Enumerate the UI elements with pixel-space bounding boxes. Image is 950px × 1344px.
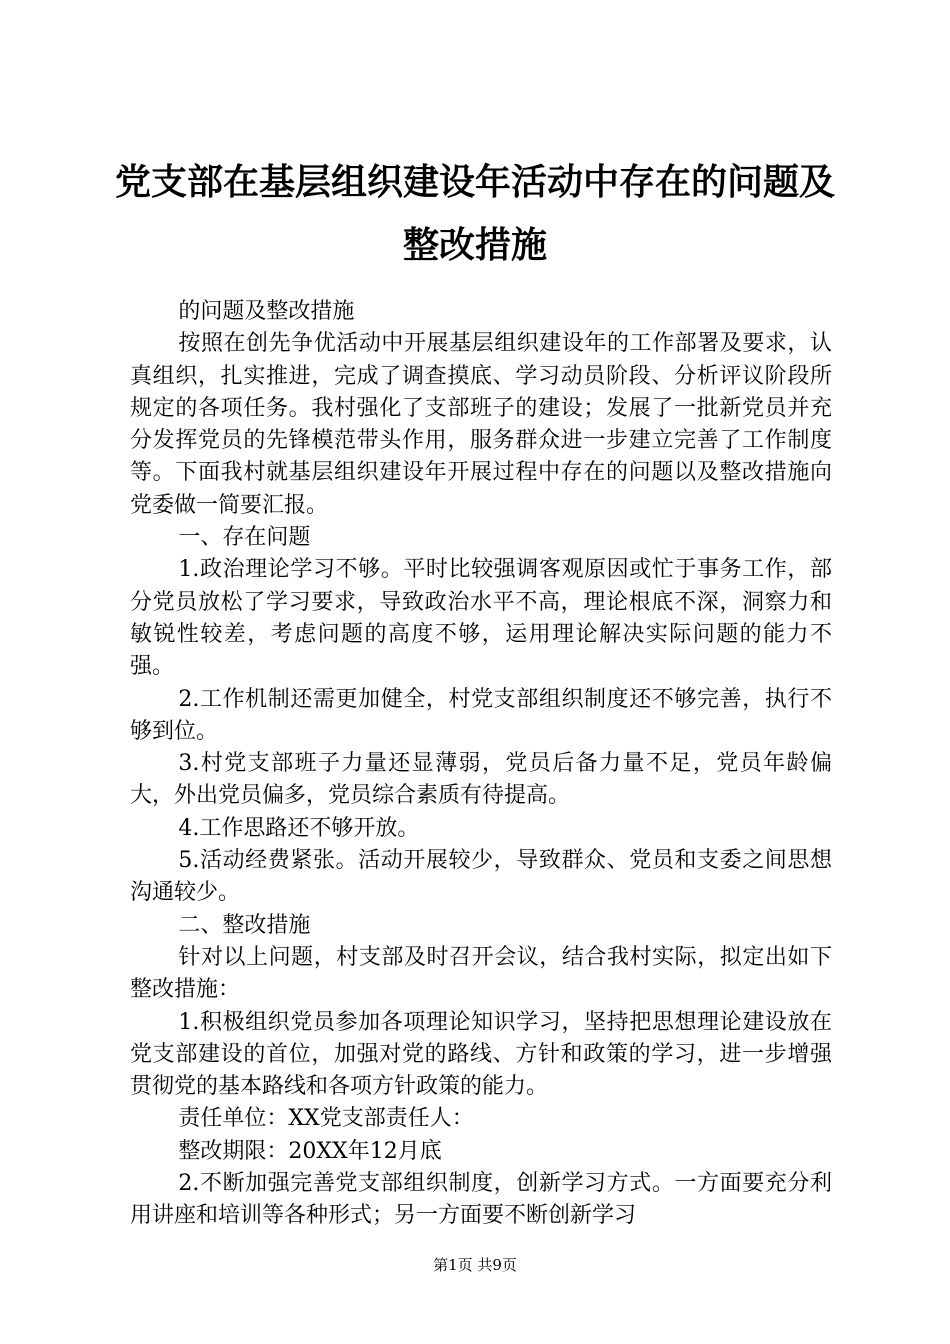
paragraph: 1.政治理论学习不够。平时比较强调客观原因或忙于事务工作，部分党员放松了学习要求，导致政治水平不高，理论根底不深，洞察力和敏锐性较差，考虑问题的高度不够，运用理论解决实际问题的能力不强。	[130, 557, 832, 680]
section-heading: 一、存在问题	[178, 525, 311, 551]
paragraph: 5.活动经费紧张。活动开展较少，导致群众、党员和支委之间思想沟通较少。	[130, 848, 832, 906]
page-number-footer: 第1页 共9页	[433, 1256, 517, 1274]
paragraph: 的问题及整改措施	[178, 299, 355, 324]
document-title-line2: 整改措施	[402, 224, 547, 266]
paragraph: 按照在创先争优活动中开展基层组织建设年的工作部署及要求，认真组织，扎实推进，完成了调查摸底、学习动员阶段、分析评议阶段所规定的各项任务。我村强化了支部班子的建设；发展了一批新党员并充分发挥党员的先锋模范带头作用，服务群众进一步建立完善了工作制度等。下面我村就基层组织建设年开展过程中存在的问题以及整改措施向党委做一简要汇报。	[130, 331, 832, 518]
paragraph: 整改期限：20XX年12月底	[178, 1138, 442, 1164]
paragraph: 2.工作机制还需更加健全，村党支部组织制度还不够完善，执行不够到位。	[130, 686, 832, 744]
paragraph: 2.不断加强完善党支部组织制度，创新学习方式。一方面要充分利用讲座和培训等各种形式；另一方面要不断创新学习	[130, 1171, 832, 1229]
paragraph: 4.工作思路还不够开放。	[178, 815, 420, 841]
paragraph: 责任单位：XX党支部责任人：	[178, 1106, 474, 1132]
section-heading: 二、整改措施	[178, 912, 311, 938]
document-body	[130, 296, 832, 1233]
document-title-line1: 党支部在基层组织建设年活动中存在的问题及	[114, 161, 835, 203]
paragraph: 针对以上问题，村支部及时召开会议，结合我村实际，拟定出如下整改措施：	[130, 944, 832, 1003]
paragraph: 3.村党支部班子力量还显薄弱，党员后备力量不足，党员年龄偏大，外出党员偏多，党员综合素质有待提高。	[130, 751, 832, 809]
paragraph: 1.积极组织党员参加各项理论知识学习，坚持把思想理论建设放在党支部建设的首位，加强对党的路线、方针和政策的学习，进一步增强贯彻党的基本路线和各项方针政策的能力。	[130, 1009, 832, 1100]
